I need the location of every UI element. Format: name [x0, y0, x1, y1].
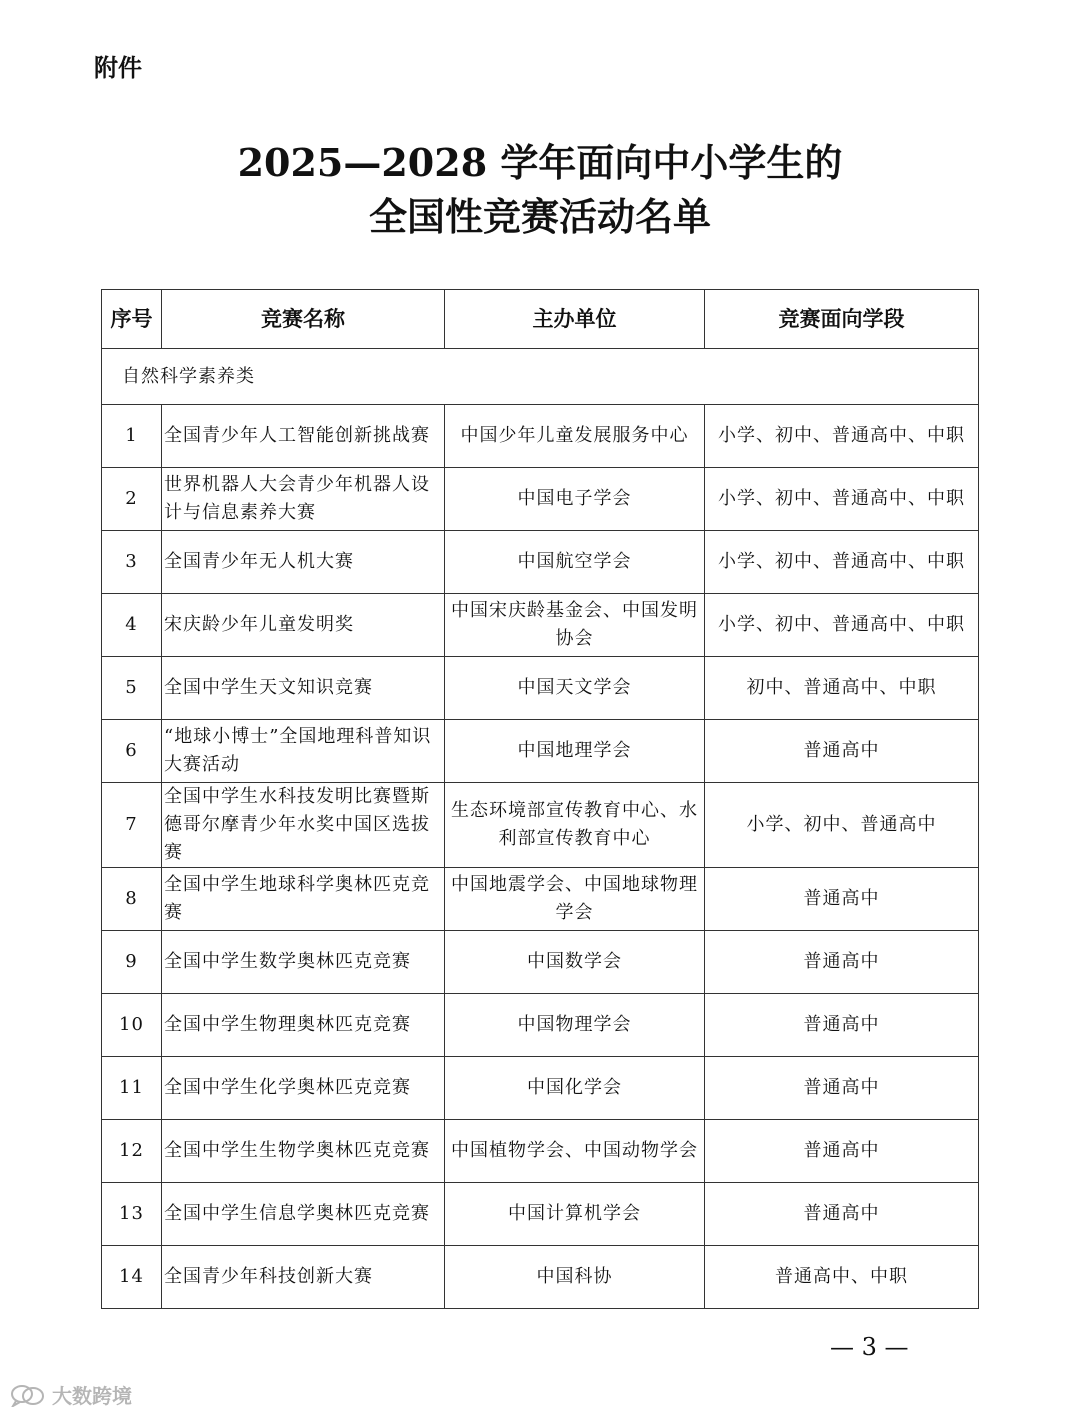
- category-row: [102, 349, 979, 405]
- row-organizer: 中国航空学会: [445, 531, 705, 594]
- header-competition-name: 竞赛名称: [162, 290, 445, 349]
- row-organizer: 中国地震学会、中国地球物理学会: [445, 868, 705, 931]
- row-organizer: 中国化学会: [445, 1057, 705, 1120]
- row-serial: 3: [102, 531, 162, 594]
- row-competition-name: 全国中学生物理奥林匹克竞赛: [162, 994, 445, 1057]
- document-title-line1: 2025—2028 学年面向中小学生的: [237, 140, 843, 185]
- row-school-stage: 普通高中: [705, 868, 979, 931]
- row-school-stage: 普通高中: [705, 720, 979, 783]
- row-serial: 9: [102, 931, 162, 994]
- table-row: [102, 405, 979, 468]
- watermark: [10, 1380, 132, 1409]
- row-competition-name: 世界机器人大会青少年机器人设计与信息素养大赛: [162, 468, 445, 531]
- document-title-line2: 全国性竞赛活动名单: [368, 194, 711, 239]
- header-organizer: 主办单位: [445, 290, 705, 349]
- row-competition-name: 全国中学生生物学奥林匹克竞赛: [162, 1120, 445, 1183]
- row-school-stage: 小学、初中、普通高中: [705, 783, 979, 868]
- table-row: [102, 1057, 979, 1120]
- row-serial: 8: [102, 868, 162, 931]
- row-school-stage: 普通高中: [705, 1120, 979, 1183]
- table-header-row: [102, 290, 979, 349]
- table-row: [102, 468, 979, 531]
- row-serial: 14: [102, 1246, 162, 1309]
- row-organizer: 中国数学会: [445, 931, 705, 994]
- row-organizer: 中国天文学会: [445, 657, 705, 720]
- table-row: [102, 994, 979, 1057]
- row-competition-name: 全国中学生天文知识竞赛: [162, 657, 445, 720]
- row-school-stage: 普通高中、中职: [705, 1246, 979, 1309]
- row-school-stage: 普通高中: [705, 994, 979, 1057]
- table-row: [102, 1246, 979, 1309]
- table-row: [102, 783, 979, 868]
- row-serial: 2: [102, 468, 162, 531]
- header-serial: 序号: [102, 290, 162, 349]
- row-serial: 11: [102, 1057, 162, 1120]
- table-row: [102, 720, 979, 783]
- row-school-stage: 小学、初中、普通高中、中职: [705, 405, 979, 468]
- row-school-stage: 普通高中: [705, 1183, 979, 1246]
- row-competition-name: 宋庆龄少年儿童发明奖: [162, 594, 445, 657]
- row-competition-name: 全国中学生水科技发明比赛暨斯德哥尔摩青少年水奖中国区选拔赛: [162, 783, 445, 868]
- double-bubble-logo-icon: [10, 1383, 46, 1407]
- row-competition-name: 全国中学生化学奥林匹克竞赛: [162, 1057, 445, 1120]
- page-number: — 3 —: [830, 1333, 909, 1361]
- row-school-stage: 小学、初中、普通高中、中职: [705, 531, 979, 594]
- table-row: [102, 868, 979, 931]
- attachment-label: 附件: [94, 54, 142, 82]
- table-row: [102, 1120, 979, 1183]
- row-organizer: 中国科协: [445, 1246, 705, 1309]
- row-serial: 1: [102, 405, 162, 468]
- row-competition-name: 全国青少年无人机大赛: [162, 531, 445, 594]
- row-competition-name: “地球小博士”全国地理科普知识大赛活动: [162, 720, 445, 783]
- row-serial: 5: [102, 657, 162, 720]
- row-serial: 7: [102, 783, 162, 868]
- row-competition-name: 全国中学生数学奥林匹克竞赛: [162, 931, 445, 994]
- row-serial: 12: [102, 1120, 162, 1183]
- row-competition-name: 全国青少年科技创新大赛: [162, 1246, 445, 1309]
- row-school-stage: 小学、初中、普通高中、中职: [705, 594, 979, 657]
- competition-table: [101, 289, 979, 1309]
- row-school-stage: 普通高中: [705, 1057, 979, 1120]
- row-serial: 13: [102, 1183, 162, 1246]
- category-label: 自然科学素养类: [102, 349, 979, 405]
- table-row: [102, 531, 979, 594]
- row-organizer: 生态环境部宣传教育中心、水利部宣传教育中心: [445, 783, 705, 868]
- header-school-stage: 竞赛面向学段: [705, 290, 979, 349]
- row-organizer: 中国地理学会: [445, 720, 705, 783]
- row-competition-name: 全国中学生地球科学奥林匹克竞赛: [162, 868, 445, 931]
- row-organizer: 中国宋庆龄基金会、中国发明协会: [445, 594, 705, 657]
- row-competition-name: 全国中学生信息学奥林匹克竞赛: [162, 1183, 445, 1246]
- watermark-text: 大数跨境: [52, 1384, 132, 1408]
- row-school-stage: 普通高中: [705, 931, 979, 994]
- table-row: [102, 594, 979, 657]
- row-organizer: 中国计算机学会: [445, 1183, 705, 1246]
- table-row: [102, 1183, 979, 1246]
- row-school-stage: 初中、普通高中、中职: [705, 657, 979, 720]
- row-organizer: 中国少年儿童发展服务中心: [445, 405, 705, 468]
- row-competition-name: 全国青少年人工智能创新挑战赛: [162, 405, 445, 468]
- row-serial: 4: [102, 594, 162, 657]
- row-school-stage: 小学、初中、普通高中、中职: [705, 468, 979, 531]
- row-organizer: 中国电子学会: [445, 468, 705, 531]
- row-serial: 6: [102, 720, 162, 783]
- row-serial: 10: [102, 994, 162, 1057]
- row-organizer: 中国植物学会、中国动物学会: [445, 1120, 705, 1183]
- table-row: [102, 657, 979, 720]
- table-row: [102, 931, 979, 994]
- row-organizer: 中国物理学会: [445, 994, 705, 1057]
